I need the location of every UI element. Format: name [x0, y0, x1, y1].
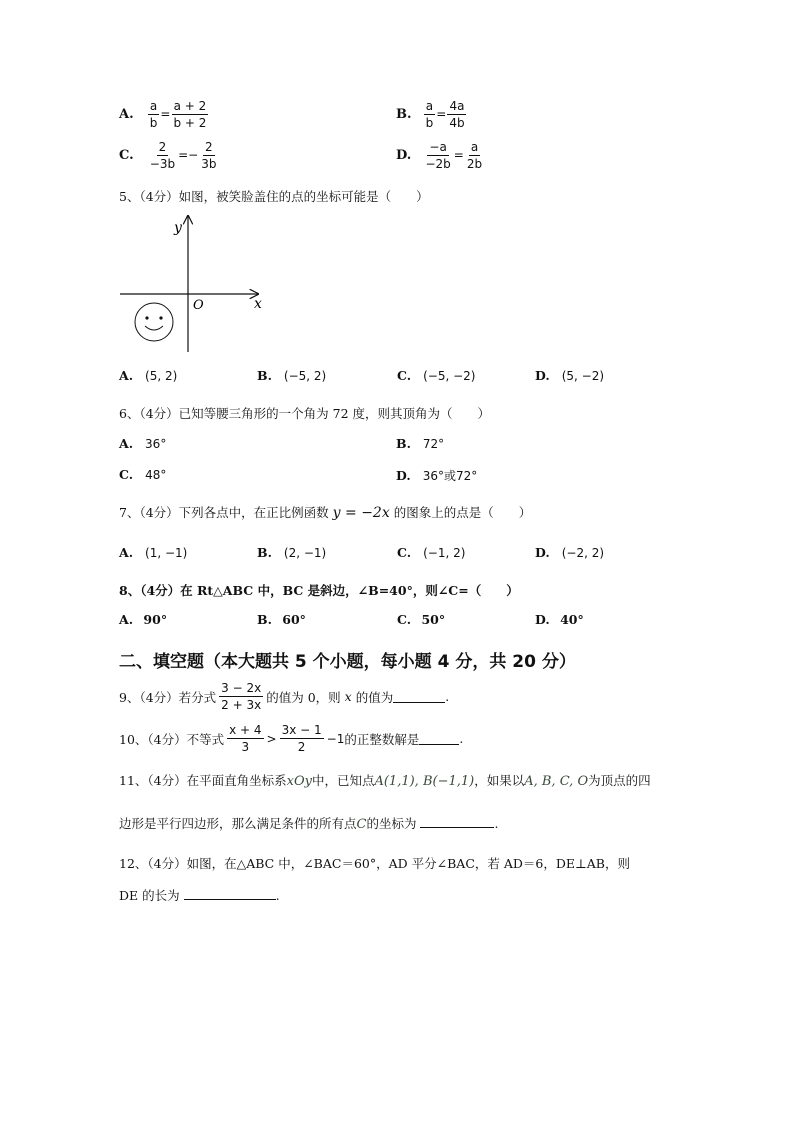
- q12-line-1: 12、（4分）如图，在△ABC 中，∠BAC＝60°，AD 平分∠BAC，若 AD＝6，DE⊥AB，则: [119, 856, 630, 871]
- q5-coordinate-figure: [116, 212, 276, 357]
- q5-option-b: B. (−5, 2): [257, 368, 327, 383]
- q7-stem: 7、（4分）下列各点中，在正比例函数 y = −2x 的图象上的点是（ ）: [119, 505, 532, 521]
- q5-stem: 5、（4分）如图，被笑脸盖住的点的坐标可能是（ ）: [119, 189, 429, 204]
- q5-option-a: A. (5, 2): [119, 368, 178, 383]
- q4-option-b: B. $\frac{a}{b}$ = $\frac{4a}{4b}$: [396, 99, 465, 130]
- x-axis-label: x: [254, 296, 262, 312]
- q4-option-c: C. $\frac{2}{-3b}$ =− $\frac{2}{3b}$: [119, 140, 217, 171]
- q6-stem: 6、（4分）已知等腰三角形的一个角为 72 度，则其顶角为（ ）: [119, 406, 491, 421]
- q8-stem: 8、（4分）在 Rt△ABC 中，BC 是斜边，∠B=40°，则∠C=（ ）: [119, 583, 519, 598]
- q9-answer-blank[interactable]: [393, 690, 445, 703]
- q10-answer-blank[interactable]: [419, 732, 459, 745]
- q8-option-b: B. 60°: [257, 612, 306, 627]
- q6-option-c: C. 48°: [119, 467, 167, 482]
- section-2-heading: 二、填空题（本大题共 5 个小题，每小题 4 分，共 20 分）: [119, 652, 576, 672]
- q6-option-d: D. 36°或72°: [396, 468, 478, 483]
- q11-line-1: 11、（4分）在平面直角坐标系xOy中，已知点A(1,1), B(−1,1)，如果以A, B, C, O为顶点的四: [119, 773, 651, 789]
- q8-option-d: D. 40°: [535, 612, 584, 627]
- q5-option-c: C. (−5, −2): [397, 368, 476, 383]
- smiley-face-icon: [135, 303, 173, 341]
- q7-option-a: A. (1, −1): [119, 545, 188, 560]
- q9: 9、（4分）若分式 $\frac{3 - 2x}{2 + 3x}$ 的值为 0，则 x 的值为 .: [119, 681, 450, 712]
- q7-option-d: D. (−2, 2): [535, 545, 605, 560]
- origin-label: O: [193, 298, 204, 313]
- q4-option-a: A. $\frac{a}{b}$ = $\frac{a + 2}{b + 2}$: [119, 99, 207, 130]
- q10: 10、（4分）不等式 $\frac{x + 4}{3}$ > $\frac{3x - 1}{2}$ −1 的正整数解是 .: [119, 723, 464, 754]
- q7-option-c: C. (−1, 2): [397, 545, 466, 560]
- q4-option-d: D. $\frac{-a}{-2b}$ = $\frac{a}{2b}$: [396, 140, 483, 171]
- q5-option-d: D. (5, −2): [535, 368, 605, 383]
- q6-option-b: B. 72°: [396, 436, 445, 451]
- y-axis-label: y: [174, 220, 182, 236]
- q8-option-a: A. 90°: [119, 612, 168, 627]
- q8-option-c: C. 50°: [397, 612, 446, 627]
- q6-option-a: A. 36°: [119, 436, 167, 451]
- q12-answer-blank[interactable]: [184, 887, 276, 900]
- q11-answer-blank[interactable]: [420, 815, 494, 828]
- q11-line-2: 边形是平行四边形，那么满足条件的所有点C的坐标为 .: [119, 816, 499, 832]
- q7-option-b: B. (2, −1): [257, 545, 327, 560]
- q12-line-2: DE 的长为 .: [119, 888, 280, 903]
